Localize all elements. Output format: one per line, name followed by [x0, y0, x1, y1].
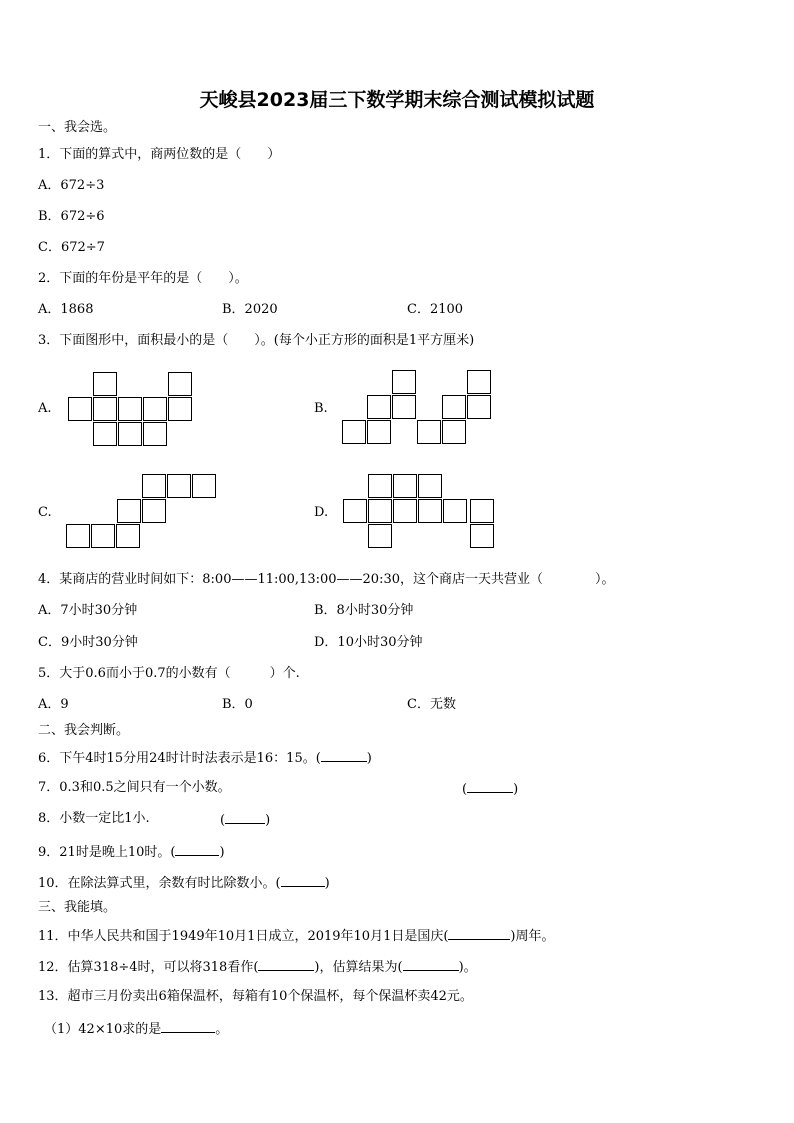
grid-square [168, 397, 192, 421]
grid-square [470, 499, 494, 523]
grid-square [418, 474, 442, 498]
q1-option-a: A．672÷3 [38, 178, 105, 193]
answer-blank[interactable] [225, 811, 265, 824]
question-7: 7．0.3和0.5之间只有一个小数。 [38, 780, 231, 795]
grid-square [143, 422, 167, 446]
question-13: 13．超市三月份卖出6箱保温杯，每箱有10个保温杯，每个保温杯卖42元。 [38, 989, 473, 1004]
q1-option-c: C．672÷7 [38, 240, 105, 255]
grid-square [368, 499, 392, 523]
q2-option-c: C．2100 [407, 302, 464, 317]
grid-square [192, 474, 216, 498]
question-4: 4．某商店的营业时间如下：8:00——11:00,13:00——20:30，这个商店一天共营业（ ）。 [38, 572, 615, 587]
q5-option-c: C．无数 [407, 697, 456, 712]
grid-square [93, 397, 117, 421]
grid-square [168, 372, 192, 396]
question-5: 5．大于0.6而小于0.7的小数有（ ）个. [38, 666, 300, 681]
q3-option-b-label: B. [314, 401, 328, 416]
q7-answer: ( ) [462, 782, 519, 797]
page-title: 天峻县2023届三下数学期末综合测试模拟试题 [199, 89, 595, 111]
answer-blank[interactable] [448, 927, 510, 940]
grid-square [116, 524, 140, 548]
q4-option-b: B．8小时30分钟 [314, 603, 414, 618]
grid-square [393, 474, 417, 498]
grid-square [418, 499, 442, 523]
answer-blank[interactable] [467, 780, 513, 793]
grid-square [467, 395, 491, 419]
grid-square [118, 397, 142, 421]
section-heading-choice: 一、我会选。 [38, 120, 117, 135]
q2-option-a: A．1868 [38, 302, 94, 317]
q4-option-c: C．9小时30分钟 [38, 635, 138, 650]
q5-option-a: A．9 [38, 697, 69, 712]
section-heading-judge: 二、我会判断。 [38, 723, 130, 738]
question-8: 8．小数一定比1小. [38, 811, 150, 826]
q3-option-a-label: A. [38, 401, 52, 416]
grid-square [367, 420, 391, 444]
grid-square [470, 524, 494, 548]
question-10: 10．在除法算式里，余数有时比除数小。( ) [38, 876, 330, 891]
grid-square [393, 499, 417, 523]
grid-square [66, 524, 90, 548]
q3-option-c-label: C. [38, 505, 52, 520]
answer-blank[interactable] [161, 1020, 215, 1033]
q4-option-a: A．7小时30分钟 [38, 603, 138, 618]
grid-square [91, 524, 115, 548]
q1-option-b: B．672÷6 [38, 209, 105, 224]
q4-option-d: D．10小时30分钟 [314, 635, 423, 650]
grid-square [117, 499, 141, 523]
grid-square [442, 420, 466, 444]
grid-square [417, 420, 441, 444]
grid-square [392, 370, 416, 394]
answer-blank[interactable] [175, 843, 219, 856]
question-1: 1．下面的算式中，商两位数的是（ ） [38, 147, 281, 162]
grid-square [142, 474, 166, 498]
q5-option-b: B．0 [222, 697, 253, 712]
question-11: 11．中华人民共和国于1949年10月1日成立，2019年10月1日是国庆( )周年。 [38, 929, 555, 944]
grid-square [342, 420, 366, 444]
section-heading-fill: 三、我能填。 [38, 900, 117, 915]
grid-square [143, 397, 167, 421]
grid-square [167, 474, 191, 498]
answer-blank[interactable] [281, 874, 325, 887]
question-9: 9．21时是晚上10时。( ) [38, 845, 225, 860]
question-2: 2．下面的年份是平年的是（ ）。 [38, 271, 248, 286]
grid-square [367, 395, 391, 419]
answer-blank[interactable] [321, 749, 367, 762]
q8-answer: ( ) [220, 813, 271, 828]
grid-square [392, 395, 416, 419]
grid-square [93, 422, 117, 446]
question-13-sub-1: （1）42×10求的是 。 [44, 1022, 229, 1037]
grid-square [467, 370, 491, 394]
grid-square [68, 397, 92, 421]
question-6: 6．下午4时15分用24时计时法表示是16：15。( ) [38, 751, 372, 766]
grid-square [142, 499, 166, 523]
question-12: 12．估算318÷4时，可以将318看作( )，估算结果为( )。 [38, 960, 477, 975]
grid-square [93, 372, 117, 396]
grid-square [368, 524, 392, 548]
grid-square [118, 422, 142, 446]
q2-option-b: B．2020 [222, 302, 278, 317]
answer-blank[interactable] [403, 958, 459, 971]
q3-option-d-label: D. [314, 505, 329, 520]
grid-square [443, 499, 467, 523]
grid-square [368, 474, 392, 498]
grid-square [442, 395, 466, 419]
answer-blank[interactable] [258, 958, 314, 971]
question-3: 3．下面图形中，面积最小的是（ ）。(每个小正方形的面积是1平方厘米) [38, 333, 475, 348]
grid-square [343, 499, 367, 523]
